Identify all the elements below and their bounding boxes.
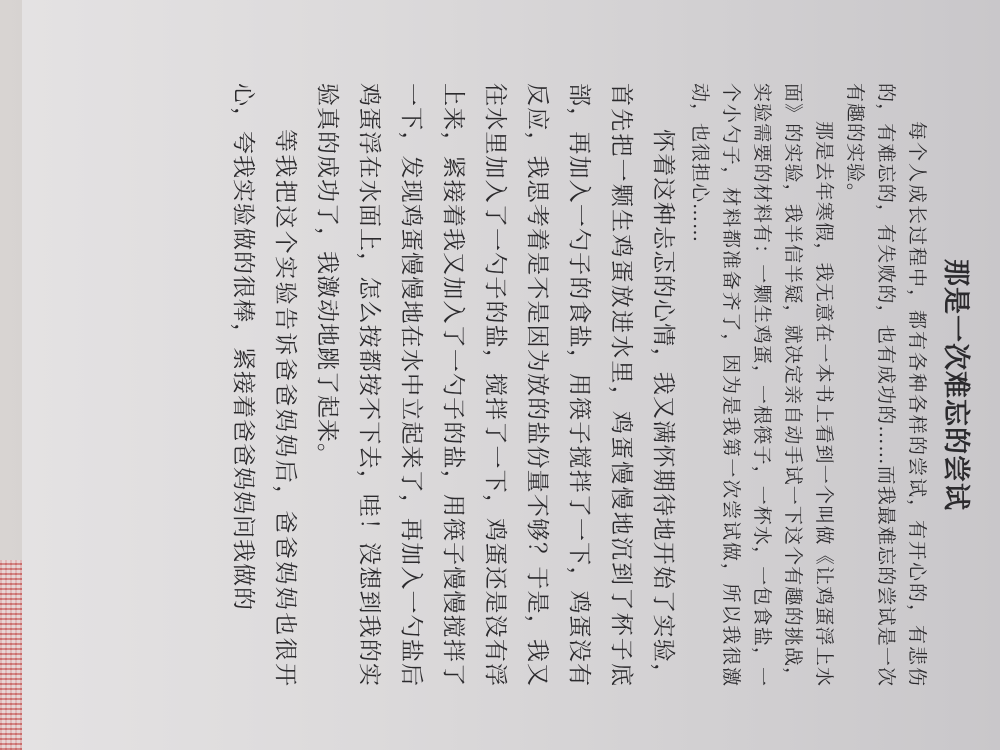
essay-paragraph-2: 那是去年寒假，我无意在一本书上看到一个叫做《让鸡蛋浮上水面》的实验，我半信半疑，就决定亲自动手试一下这个有趣的挑战，实验需要的材料有：一颗生鸡蛋，一根筷子，一杯水，一包食盐，一个小勺子，材料都准备齐了，因为是我第一次尝试做，所以我很激动，也很担心…… xyxy=(689,83,835,687)
essay-paragraph-4: 等我把这个实验告诉爸爸妈妈后，爸爸妈妈也很开心，夸我实验做的很棒，紧接着爸爸妈妈问我做的 xyxy=(230,83,298,687)
paper-sheet xyxy=(22,0,1000,750)
essay-title: 那是一次难忘的尝试 xyxy=(940,259,971,511)
rotated-text-frame xyxy=(82,75,982,695)
essay xyxy=(222,75,982,695)
essay-paragraph-3: 怀着这种忐忑的心情，我又满怀期待地开始了实验，首先把一颗生鸡蛋放进水里，鸡蛋慢慢地沉到了杯子底部，再加入一勺子的食盐，用筷子搅拌了一下，鸡蛋没有反应，我思考着是不是因为放的盐份量不够？于是，我又往水里加入了一勺子的盐，搅拌了一下，鸡蛋还是没有浮上来，紧接着我又加入了一勺子的盐，用筷子慢慢搅拌了一下，发现鸡蛋慢慢地在水中立起来了，再加入一勺盐后鸡蛋浮在水面上，怎么按都按不下去，哇！没想到我的实验真的成功了，我激动地跳了起来。 xyxy=(314,83,676,687)
essay-paragraph-1: 每个人成长过程中，都有各种各样的尝试，有开心的，有悲伤的，有难忘的，有失败的，也有成功的……而我最难忘的尝试是一次有趣的实验。 xyxy=(844,83,928,687)
